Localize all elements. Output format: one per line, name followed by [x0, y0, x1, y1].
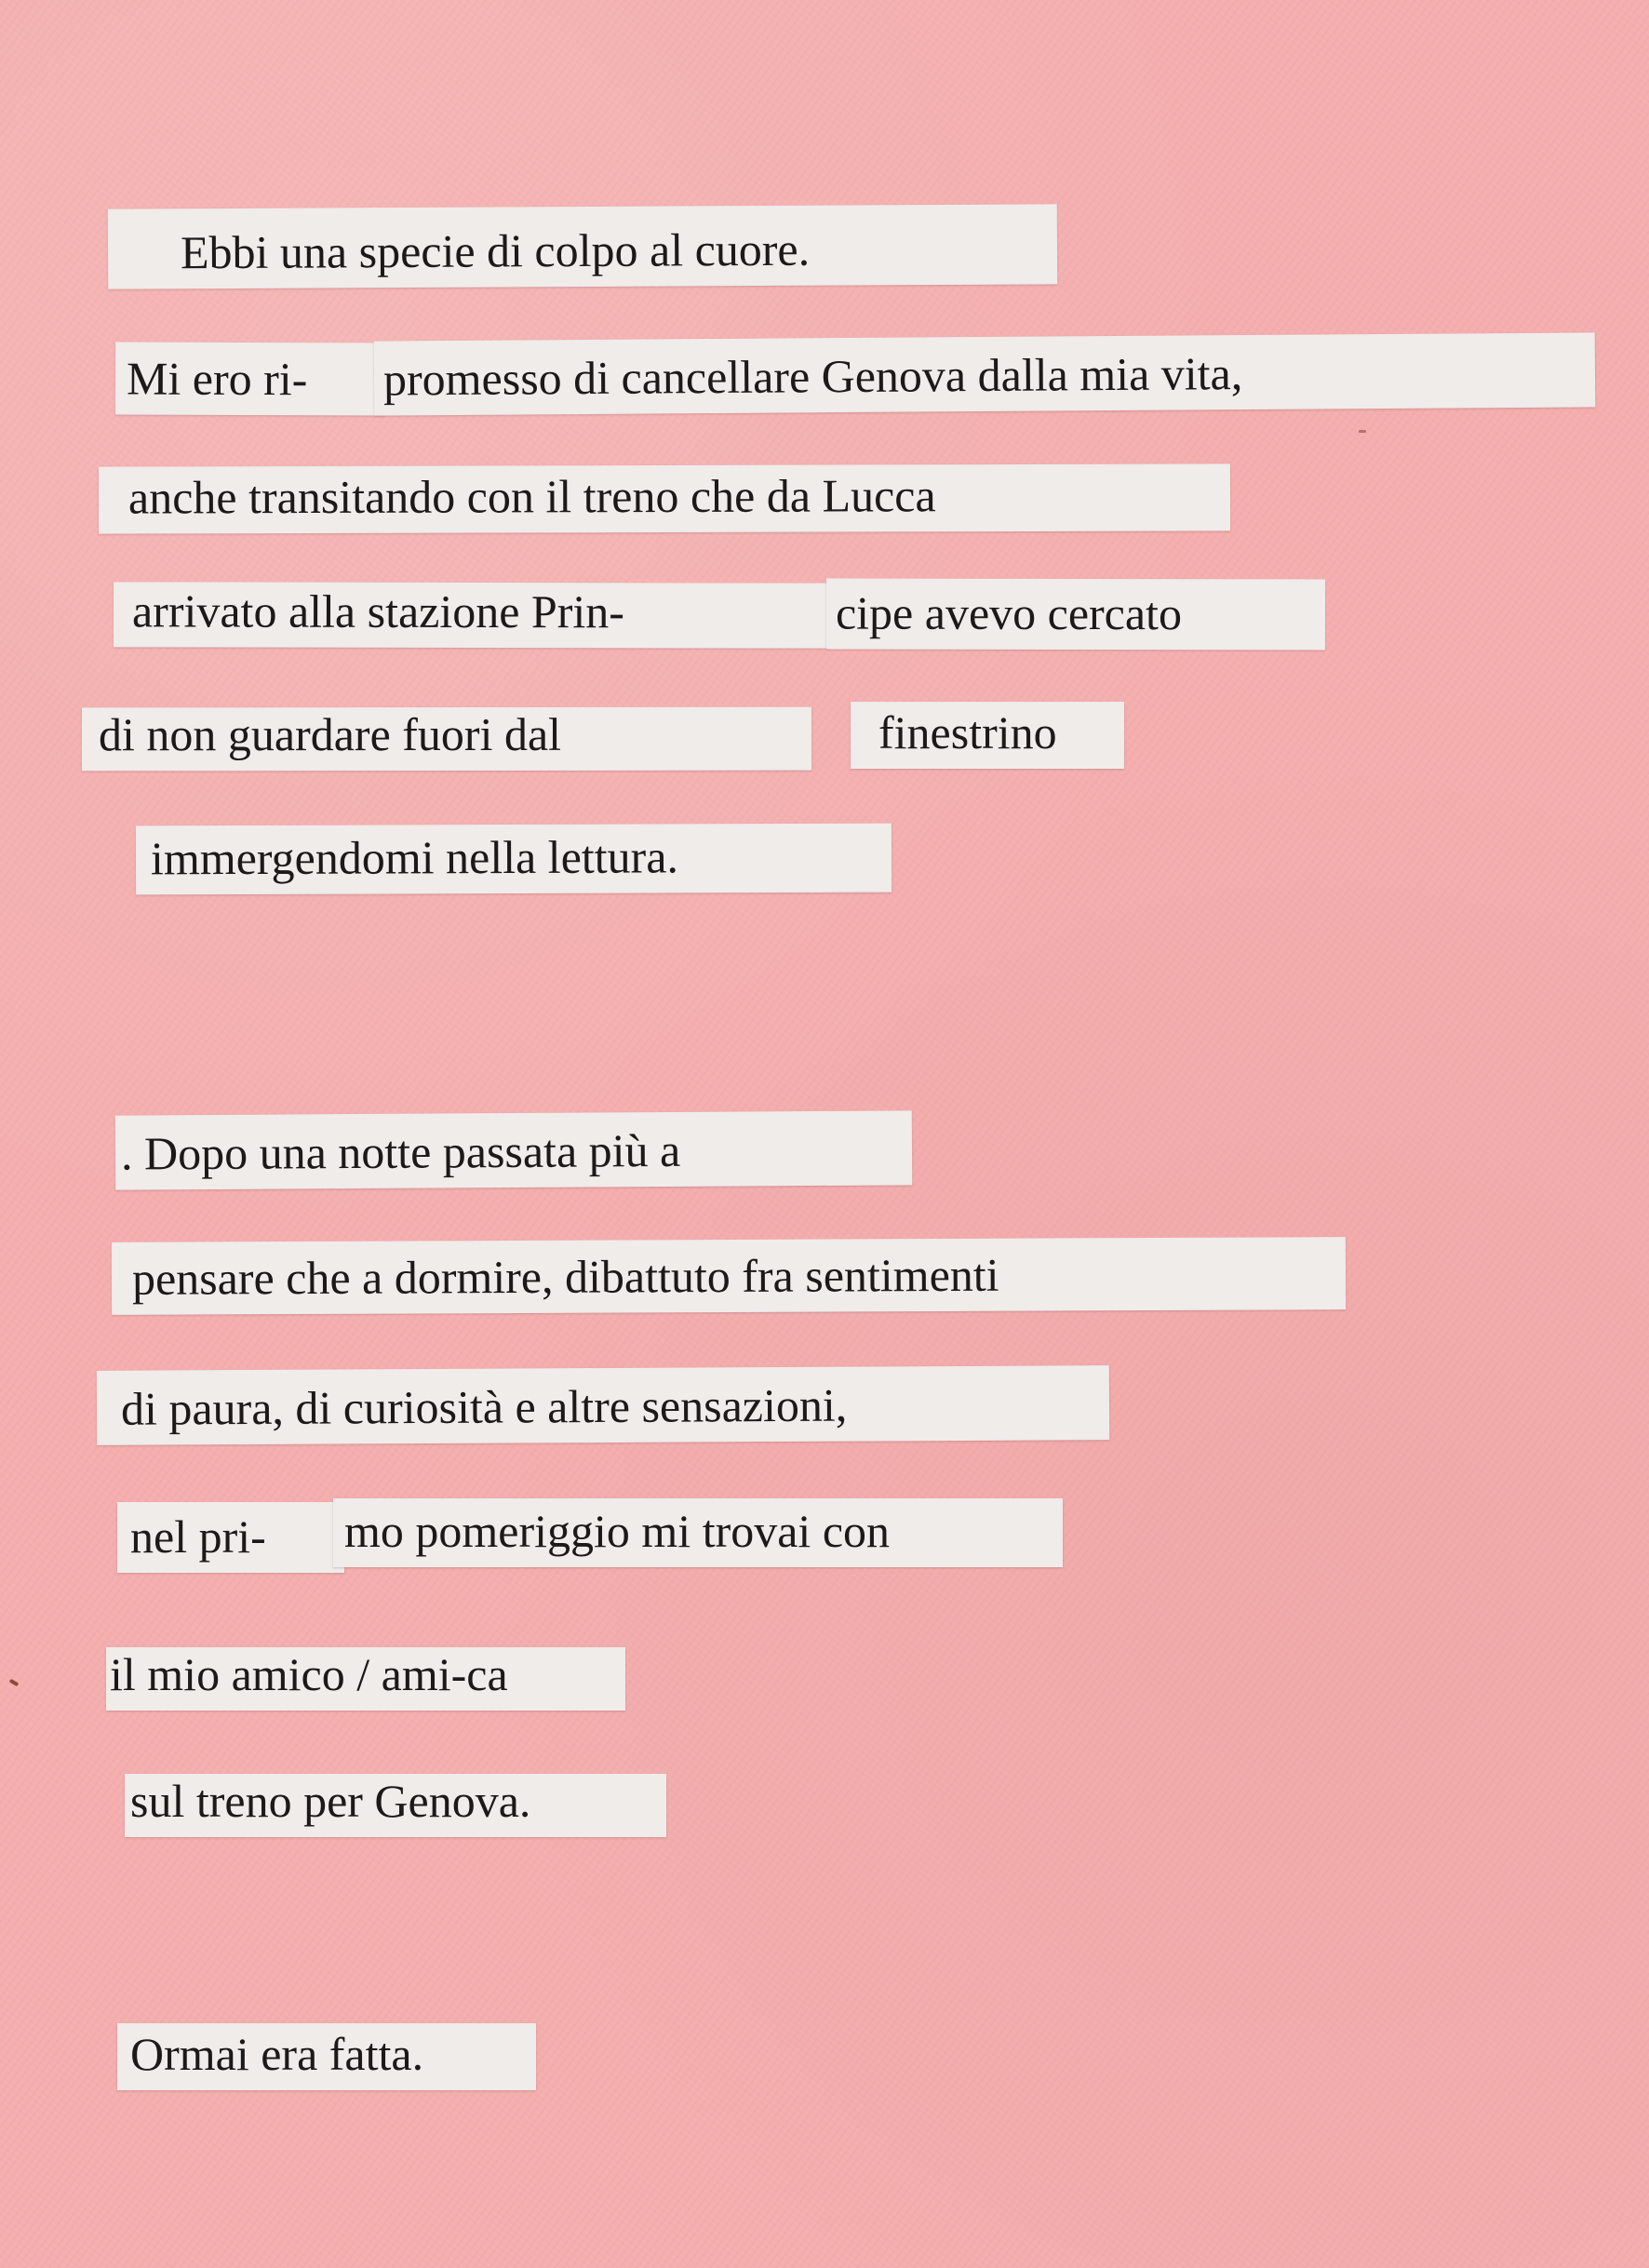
- clipping-text: finestrino: [878, 706, 1057, 758]
- clipping-text: il mio amico / ami-ca: [110, 1648, 508, 1700]
- clipping-1: [108, 204, 1057, 289]
- clipping-text: Ormai era fatta.: [130, 2028, 424, 2080]
- clipping-8: [112, 1237, 1346, 1315]
- clipping-4a: [114, 582, 830, 648]
- clipping-4b: [826, 579, 1325, 651]
- clipping-10a: [117, 1502, 344, 1573]
- clipping-text: pensare che a dormire, dibattuto fra sentimenti: [131, 1248, 999, 1305]
- paper-speck: [1359, 430, 1366, 433]
- clipping-10b: [333, 1498, 1063, 1567]
- clipping-text: Ebbi una specie di colpo al cuore.: [180, 222, 811, 279]
- clipping-3: [99, 463, 1230, 533]
- clipping-text: Mi ero ri-: [126, 352, 308, 406]
- clipping-text: anche transitando con il treno che da Lucca: [127, 469, 936, 524]
- clipping-text: nel pri-: [130, 1510, 266, 1563]
- clipping-12: [125, 1774, 666, 1837]
- clipping-text: . Dopo una notte passata più a: [120, 1123, 681, 1180]
- clipping-text: arrivato alla stazione Prin-: [131, 584, 625, 638]
- clipping-text: sul treno per Genova.: [130, 1775, 531, 1827]
- clipping-11: [106, 1647, 625, 1711]
- clipping-text: di non guardare fuori dal: [98, 707, 562, 761]
- clipping-13: [117, 2023, 536, 2090]
- clipping-text: immergendomi nella lettura.: [150, 830, 679, 885]
- clipping-text: promesso di cancellare Genova dalla mia vita,: [382, 347, 1243, 406]
- clipping-9: [97, 1365, 1109, 1445]
- clipping-5a: [82, 707, 811, 772]
- clipping-text: mo pomeriggio mi trovai con: [344, 1505, 891, 1557]
- clipping-text: di paura, di curiosità e altre sensazioni,: [120, 1378, 848, 1435]
- clipping-7: [115, 1110, 912, 1189]
- clipping-6: [136, 824, 892, 895]
- clipping-5b: [851, 702, 1124, 769]
- clipping-2a: [115, 342, 385, 415]
- clipping-text: cipe avevo cercato: [835, 586, 1183, 640]
- clipping-2b: [374, 332, 1596, 415]
